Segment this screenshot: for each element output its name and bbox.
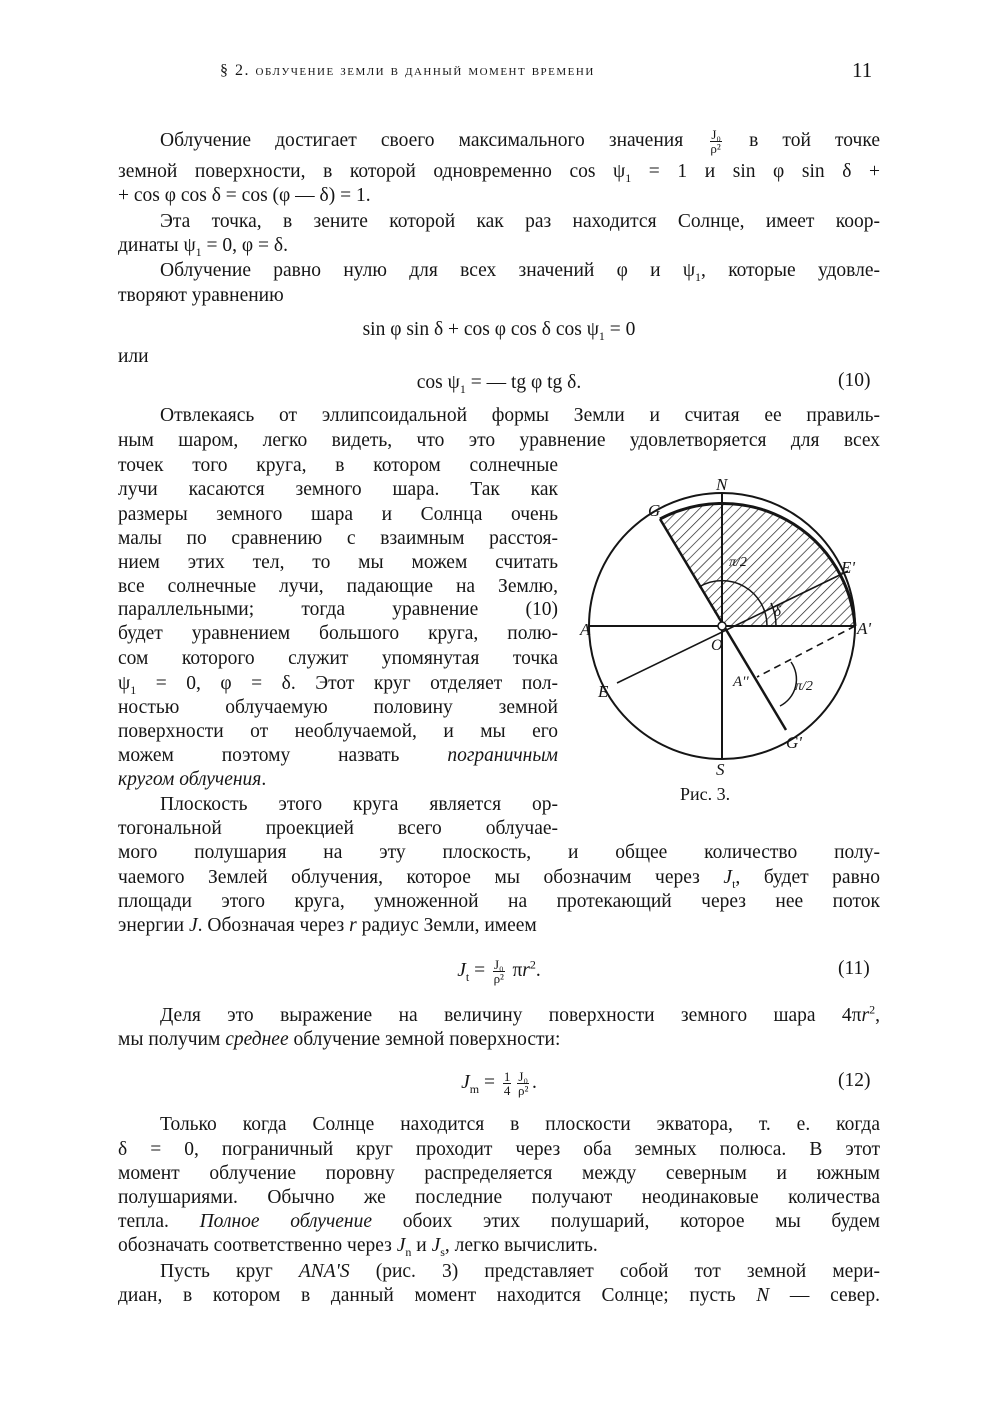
- text-run: δ = 0, пограничный круг проходит через оба земных полюса. В этот: [118, 1139, 880, 1160]
- text-run: = 1 и sin φ sin δ +: [631, 161, 880, 182]
- text-run: π: [507, 959, 523, 981]
- label-O: O: [711, 637, 723, 654]
- dashed-line: [757, 626, 855, 677]
- text-run: пограничным: [447, 745, 558, 766]
- text-run: r: [861, 1005, 870, 1026]
- text-run: n: [405, 1244, 412, 1259]
- text-run: 1: [130, 682, 137, 697]
- text-run: J: [457, 959, 466, 981]
- text-run: будет уравнением большого круга, полю-: [118, 623, 558, 644]
- text-run: J: [723, 867, 733, 888]
- text-run: площади этого круга, умноженной на протекающий через нее поток: [118, 891, 880, 912]
- text-run: малы по сравнению с взаимным расстоя-: [118, 528, 558, 549]
- text-run: диан, в котором в данный момент находится Солнце; пусть: [118, 1285, 757, 1306]
- label-E: E: [598, 682, 609, 701]
- text-run: .: [535, 959, 541, 981]
- text-run: .: [531, 1071, 537, 1093]
- label-G-prime: G': [786, 733, 802, 752]
- text-run: радиус Земли, имеем: [356, 915, 537, 936]
- text-run: =: [479, 1071, 500, 1093]
- denominator: ρ²: [710, 141, 721, 156]
- pi-half-arc-lower: [780, 662, 796, 706]
- text-run: ным шаром, легко видеть, что это уравнение удовлетворяется для всех: [118, 430, 880, 451]
- numerator: J₀: [711, 127, 721, 142]
- text-run: 1: [695, 269, 702, 284]
- text-run: момент облучение поровну распределяется между северным и южным: [118, 1163, 880, 1184]
- text-run: t: [732, 876, 736, 891]
- text-run: кругом облучения: [118, 769, 262, 790]
- text-run: = — tg φ tg δ.: [465, 372, 582, 393]
- numerator: J₀: [518, 1069, 528, 1084]
- text-run: J: [431, 1235, 441, 1256]
- equation-number-12: (12): [838, 1070, 871, 1091]
- label-delta: δ: [774, 604, 781, 620]
- text-run: Только когда Солнце находится в плоскости экватора, т. е. когда: [160, 1114, 880, 1135]
- text-run: s: [440, 1244, 445, 1259]
- text-run: cos ψ: [416, 372, 460, 393]
- text-run: тепла.: [118, 1211, 200, 1232]
- text-run: энергии: [118, 915, 189, 936]
- equation-number-10: (10): [838, 370, 871, 391]
- text-run: Полное облучение: [199, 1211, 372, 1232]
- label-pi-half: π/2: [729, 555, 747, 570]
- text-run: r: [349, 915, 357, 936]
- text-run: r: [522, 959, 530, 981]
- text-run: или: [118, 346, 149, 367]
- text-run: N: [756, 1285, 770, 1306]
- text-run: 1: [625, 170, 632, 185]
- text-run: Деля это выражение на величину поверхности земного шара 4π: [160, 1005, 862, 1026]
- text-run: нием этих тел, то мы можем считать: [118, 552, 558, 573]
- text-run: ANA'S: [298, 1261, 350, 1282]
- label-A-double-prime: A'': [733, 674, 749, 690]
- text-run: размеры земного шара и Солнца очень: [118, 504, 558, 525]
- text-run: обоих этих полушарий, которое мы будем: [372, 1211, 881, 1232]
- text-run: точек того круга, в котором солнечные: [118, 455, 558, 476]
- text-run: сом которого служит упомянутая точка: [118, 648, 558, 669]
- text-run: облучение земной поверхности:: [288, 1029, 561, 1050]
- text-run: и: [411, 1235, 432, 1256]
- text-run: Облучение достигает своего максимального значения: [160, 129, 708, 151]
- text-run: земной поверхности, в которой одновременно cos ψ: [118, 161, 626, 182]
- text-run: , будет равно: [735, 867, 880, 888]
- text-run: 2: [869, 1002, 876, 1017]
- text-run: =: [469, 959, 490, 981]
- text-run: = 0: [604, 319, 636, 340]
- numerator: J₀: [493, 957, 504, 972]
- label-A-prime: A': [857, 619, 872, 638]
- page-number: 11: [852, 58, 873, 82]
- text-run: все солнечные лучи, падающие на Землю,: [118, 576, 558, 597]
- text-run: ψ: [118, 673, 131, 694]
- text-run: , которые удовле-: [701, 260, 880, 281]
- text-run: параллельными; тогда уравнение (10): [118, 599, 558, 620]
- label-S: S: [716, 760, 725, 779]
- figure-caption: Рис. 3.: [680, 784, 731, 804]
- label-N: N: [716, 475, 728, 494]
- text-run: . Обозначая через: [197, 915, 350, 936]
- running-header: § 2. облучение земли в данный момент времени: [220, 62, 595, 79]
- text-run: поверхности от необлучаемой, и мы его: [118, 721, 558, 742]
- text-run: .: [261, 769, 267, 790]
- text-run: тогональной проекцией всего облучае-: [118, 818, 558, 839]
- text-run: 1: [598, 328, 605, 343]
- text-run: = 0, φ = δ.: [201, 235, 288, 256]
- label-G: G: [648, 501, 661, 520]
- text-run: + cos φ cos δ = cos (φ — δ) = 1.: [118, 185, 371, 206]
- text-run: Облучение равно нулю для всех значений φ и ψ: [160, 260, 696, 281]
- denominator: ρ²: [517, 1083, 529, 1098]
- text-run: Пусть круг: [160, 1261, 299, 1282]
- text-run: t: [465, 969, 470, 984]
- text-run: Эта точка, в зените которой как раз находится Солнце, имеет коор-: [160, 211, 880, 232]
- text-run: 1: [459, 381, 466, 396]
- text-run: J: [396, 1235, 406, 1256]
- text-run: можем поэтому назвать: [118, 745, 448, 766]
- text-run: обозначать соответственно через: [118, 1235, 397, 1256]
- illuminated-sector: [660, 503, 855, 626]
- text-run: (рис. 3) представляет собой тот земной мери-: [349, 1261, 880, 1282]
- label-E-prime: E': [841, 558, 856, 577]
- text-run: m: [469, 1081, 480, 1096]
- text-run: Отвлекаясь от эллипсоидальной формы Земли и считая ее правиль-: [160, 405, 880, 426]
- text-run: лучи касаются земного шара. Так как: [118, 479, 558, 500]
- label-A: A: [580, 620, 591, 639]
- text-run: , легко вычислить.: [444, 1235, 598, 1256]
- text-run: мого полушария на эту плоскость, и общее количество полу-: [118, 842, 880, 863]
- text-run: полушариями. Обычно же последние получают неодинаковые количества: [118, 1187, 880, 1208]
- text-run: = 0, φ = δ. Этот круг отделяет пол-: [136, 673, 558, 694]
- text-run: ,: [875, 1005, 880, 1026]
- denominator: 4: [503, 1083, 511, 1098]
- text-run: творяют уравнению: [118, 285, 284, 306]
- text-run: среднее: [225, 1029, 289, 1050]
- text-run: ностью облучаемую половину земной: [118, 697, 558, 718]
- text-run: sin φ sin δ + cos φ cos δ cos ψ: [362, 319, 599, 340]
- equation-number-11: (11): [838, 958, 870, 979]
- denominator: ρ²: [493, 971, 504, 986]
- text-run: 2: [529, 957, 536, 972]
- text-run: J: [188, 915, 198, 936]
- text-run: динаты ψ: [118, 235, 196, 256]
- text-run: 1: [195, 244, 202, 259]
- text-run: J: [461, 1071, 470, 1093]
- text-run: — север.: [769, 1285, 881, 1306]
- text-run: в той точке: [724, 129, 880, 151]
- text-run: мы получим: [118, 1029, 226, 1050]
- numerator: 1: [503, 1069, 511, 1084]
- label-pi-half-lower: π/2: [795, 679, 813, 694]
- text-run: чаемого Землей облучения, которое мы обозначим через: [118, 867, 724, 888]
- text-run: Плоскость этого круга является ор-: [160, 794, 558, 815]
